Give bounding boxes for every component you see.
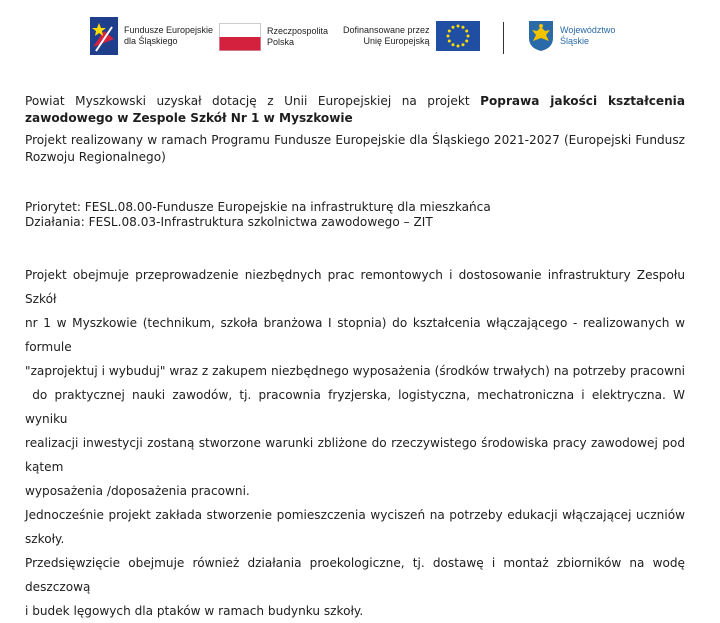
intro-text: Powiat Myszkowski uzyskał dotację z Unii Europejskiej na projekt: [25, 94, 481, 108]
description-line: wyposażenia /doposażenia pracowni.: [25, 484, 250, 498]
slask-logo: [528, 20, 615, 52]
fe-logo-text: Fundusze Europejskie dla Śląskiego: [124, 25, 214, 46]
intro-paragraph: [25, 93, 685, 127]
fe-emblem-icon: [90, 17, 118, 55]
slask-logo-text: Województwo Śląskie: [560, 25, 616, 46]
description-line: nr 1 w Myszkowie (technikum, szkoła branżowa I stopnia) do kształcenia włączającego - realizowanych w formule: [25, 316, 685, 354]
rp-logo-text: Rzeczpospolita Polska: [267, 26, 329, 47]
description-line: i budek lęgowych dla ptaków w ramach budynku szkoły.: [25, 604, 364, 618]
description-line: "zaprojektuj i wybuduj" wraz z zakupem niezbędnego wyposażenia (środków trwałych) na potrzeby pracowni: [25, 364, 685, 378]
eu-logo-text: Dofinansowane przez Unię Europejską: [343, 25, 430, 46]
priority-block: [25, 200, 685, 230]
eu-logo: [343, 21, 480, 51]
rp-logo: [219, 23, 328, 51]
slask-coat-of-arms-icon: [528, 20, 554, 52]
description-line: realizacji inwestycji zostaną stworzone warunki zbliżone do rzeczywistego środowiska pracy zawodowej pod kątem: [25, 436, 685, 474]
eu-flag-icon: [436, 21, 480, 51]
project-description: [25, 263, 689, 623]
project-title: Poprawa jakości kształcenia zawodowego w Zespole Szkół Nr 1 w Myszkowie: [25, 94, 685, 125]
logo-separator: [503, 22, 504, 54]
program-paragraph: Projekt realizowany w ramach Programu Fundusze Europejskie dla Śląskiego 2021-2027 (Europejski Fundusz Rozwoju Regionalnego): [25, 133, 685, 164]
priority-line: Priorytet: FESL.08.00-Fundusze Europejskie na infrastrukturę dla mieszkańca: [25, 200, 491, 214]
description-line: Przedsięwzięcie obejmuje również działania proekologiczne, tj. dostawę i montaż zbiorników na wodę deszczową: [25, 556, 685, 594]
description-line: Projekt obejmuje przeprowadzenie niezbędnych prac remontowych i dostosowanie infrastruktury Zespołu Szkół: [25, 268, 685, 306]
fe-logo: [90, 17, 213, 55]
description-line: Jednocześnie projekt zakłada stworzenie pomieszczenia wyciszeń na potrzeby edukacji włączającej uczniów szkoły.: [25, 508, 685, 546]
action-line: Działania: FESL.08.03-Infrastruktura szkolnictwa zawodowego – ZIT: [25, 215, 433, 229]
polish-flag-icon: [219, 23, 261, 51]
announcement-text: [25, 93, 689, 623]
description-line: do praktycznej nauki zawodów, tj. pracownia fryzjerska, logistyczna, mechatroniczna i elektryczna. W wyniku: [25, 388, 689, 426]
logo-bar: [0, 0, 720, 72]
